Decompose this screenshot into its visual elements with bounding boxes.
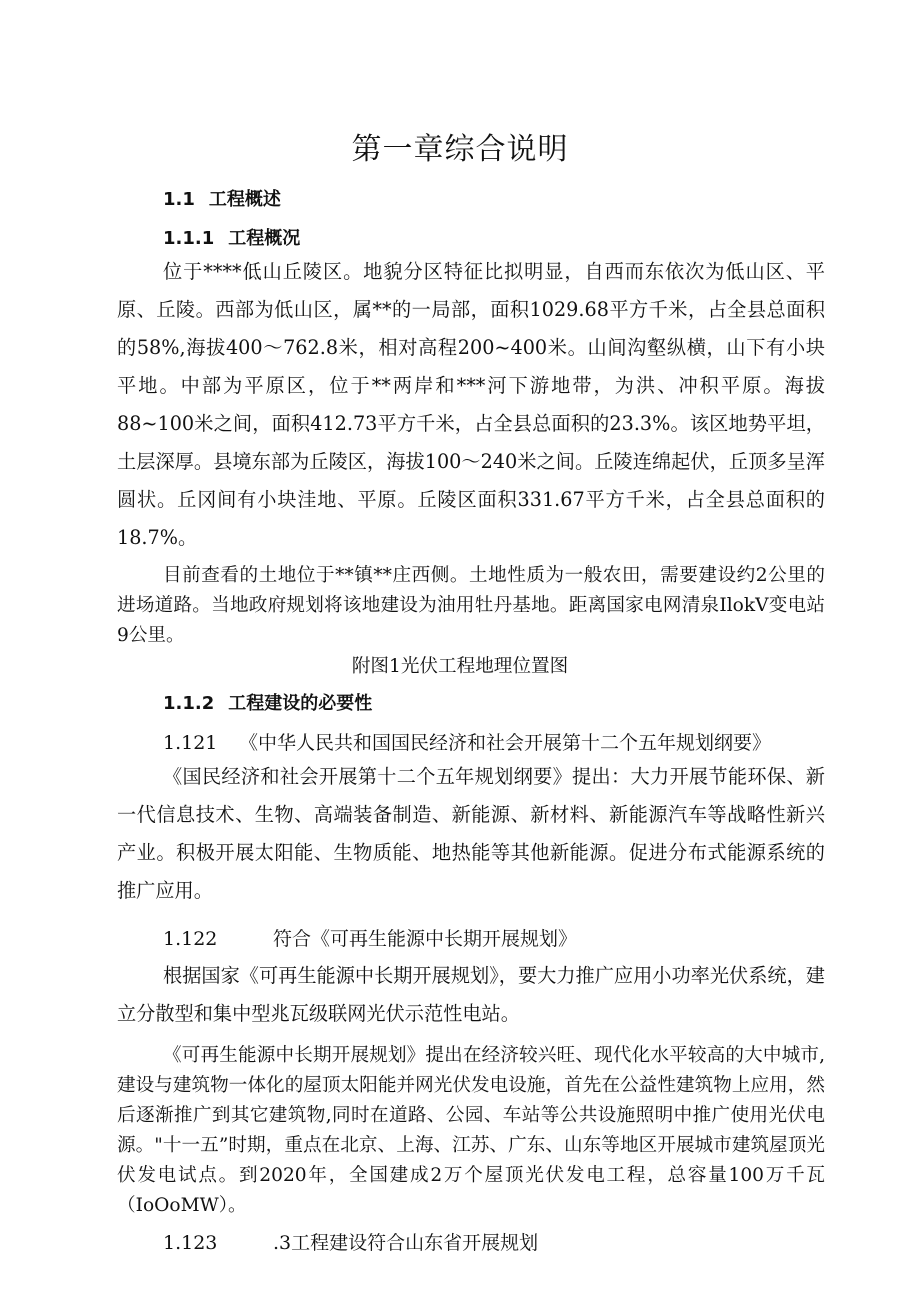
section-heading-1-1-1 bbox=[163, 224, 300, 250]
paragraph-rooftop-pv: 《可再生能源中长期开展规划》提出在经济较兴旺、现代化水平较高的大中城市,建设与建筑物一体化的屋顶太阳能并网光伏发电设施，首先在公益性建筑物上应用，然后逐渐推广到其它建筑物,同时在道路、公园、车站等公共设施照明中推广使用光伏电源。"十一五”时期，重点在北京、上海、江苏、广东、山东等地区开展城市建筑屋顶光伏发电试点。到2020年，全国建成2万个屋顶光伏发电工程，总容量100万千瓦（IoOoMW）。 bbox=[117, 1045, 825, 1216]
paragraph-five-year-plan: 《国民经济和社会开展第十二个五年规划纲要》提出：大力开展节能环保、新一代信息技术、生物、高端装备制造、新能源、新材料、新能源汽车等战略性新兴产业。积极开展太阳能、生物质能、地热能等其他新能源。促进分布式能源系统的推广应用。 bbox=[117, 765, 825, 902]
figure-caption: 附图1光伏工程地理位置图 bbox=[351, 656, 569, 677]
section-number: 1.1 bbox=[163, 189, 195, 210]
subsection-text: .3工程建设符合山东省开展规划 bbox=[273, 1232, 539, 1254]
subsection-text: 符合《可再生能源中长期开展规划》 bbox=[273, 928, 578, 950]
section-number: 1.1.2 bbox=[163, 693, 215, 714]
section-text: 工程概述 bbox=[208, 189, 281, 210]
section-text: 工程建设的必要性 bbox=[228, 693, 373, 714]
paragraph-renewable-plan: 根据国家《可再生能源中长期开展规划》，要大力推广应用小功率光伏系统，建立分散型和集中型兆瓦级联网光伏示范性电站。 bbox=[117, 964, 825, 1025]
subsection-text: 《中华人民共和国国民经济和社会开展第十二个五年规划纲要》 bbox=[239, 732, 772, 754]
chapter-title: 第一章综合说明 bbox=[351, 132, 569, 167]
paragraph-terrain: 位于****低山丘陵区。地貌分区特征比拟明显，自西而东依次为低山区、平原、丘陵。西部为低山区，属**的一局部，面积1029.68平方千米，占全县总面积的58%,海拔400～762.8米，相对高程200~400米。山间沟壑纵横，山下有小块平地。中部为平原区，位于**两岸和***河下游地带，为洪、冲积平原。海拔88~100米之间，面积412.73平方千米，占全县总面积的23.3%。该区地势平坦，土层深厚。县境东部为丘陵区，海拔100～240米之间。丘陵连绵起伏，丘顶多呈浑圆状。丘冈间有小块洼地、平原。丘陵区面积331.67平方千米，占全县总面积的18.7%。 bbox=[117, 260, 825, 549]
section-text: 工程概况 bbox=[228, 228, 301, 249]
subsection-number: 1.122 bbox=[163, 928, 218, 950]
section-heading-1-1 bbox=[163, 185, 281, 211]
section-heading-1-1-2 bbox=[163, 689, 372, 715]
subsection-1-122 bbox=[163, 924, 577, 951]
subsection-1-123 bbox=[163, 1228, 538, 1255]
subsection-number: 1.121 bbox=[163, 732, 218, 754]
subsection-number: 1.123 bbox=[163, 1232, 218, 1254]
section-number: 1.1.1 bbox=[163, 228, 215, 249]
paragraph-site: 目前查看的土地位于**镇**庄西侧。土地性质为一般农田，需要建设约2公里的进场道路。当地政府规划将该地建设为油用牡丹基地。距离国家电网清泉IlokV变电站9公里。 bbox=[117, 565, 825, 646]
subsection-1-121 bbox=[163, 728, 771, 755]
